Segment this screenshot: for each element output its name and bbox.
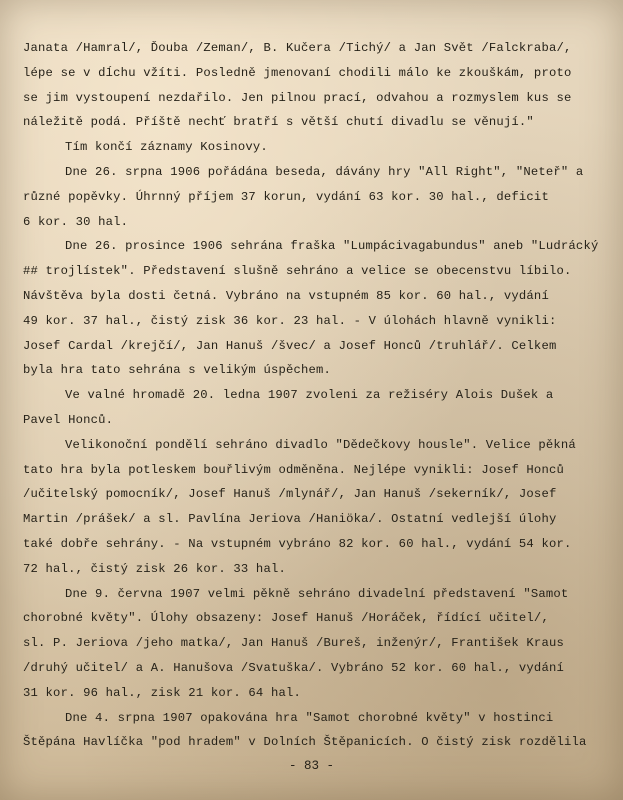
typewritten-text [23, 36, 613, 755]
text-line: 31 kor. 96 hal., zisk 21 kor. 64 hal. [23, 685, 302, 700]
text-line: Velikonoční pondělí sehráno divadlo "Dědečkovy housle". Velice pěkná [65, 437, 576, 452]
text-line: 72 hal., čistý zisk 26 kor. 33 hal. [23, 561, 286, 576]
text-line: Návštěva byla dosti četná. Vybráno na vstupném 85 kor. 60 hal., vydání [23, 288, 549, 303]
text-line: byla hra tato sehrána s velikým úspěchem. [23, 363, 332, 378]
text-line: se jim vystoupení nezdařilo. Jen pilnou prací, odvahou a rozmyslem kus se [23, 90, 572, 105]
text-line: /učitelský pomocník/, Josef Hanuš /mlynář/, Jan Hanuš /sekerník/, Josef [23, 487, 557, 502]
text-line: Josef Cardal /krejčí/, Jan Hanuš /švec/ a Josef Honců /truhlář/. Celkem [23, 338, 557, 353]
text-line: také dobře sehrány. - Na vstupném vybráno 82 kor. 60 hal., vydání 54 kor. [23, 536, 572, 551]
text-line: sl. P. Jeriova /jeho matka/, Jan Hanuš /Bureš, inženýr/, František Kraus [23, 636, 564, 651]
text-line: 6 kor. 30 hal. [23, 214, 129, 229]
text-line: tato hra byla potleskem bouřlivým odměněna. Nejlépe vynikli: Josef Honců [23, 462, 564, 477]
text-line: Martin /prášek/ a sl. Pavlína Jeriova /Haniöka/. Ostatní vedlejší úlohy [23, 512, 557, 527]
text-line: různé popěvky. Úhrnný příjem 37 korun, vydání 63 kor. 30 hal., deficit [23, 189, 549, 204]
text-line: Ve valné hromadě 20. ledna 1907 zvoleni za režiséry Alois Dušek a [65, 388, 554, 403]
text-line: Dne 9. června 1907 velmi pěkně sehráno divadelní představení "Samot [65, 586, 569, 601]
text-line: náležitě podá. Příště nechť bratří s větší chutí divadlu se věnují." [23, 115, 534, 130]
text-line: Štěpána Havlíčka "pod hradem" v Dolních Štěpanicích. O čistý zisk rozdělila [23, 735, 587, 750]
page-number: - 83 - [288, 759, 334, 773]
text-line: /druhý učitel/ a A. Hanušova /Svatuška/. Vybráno 52 kor. 60 hal., vydání [23, 660, 564, 675]
text-line: Pavel Honců. [23, 412, 114, 427]
text-line: 49 kor. 37 hal., čistý zisk 36 kor. 23 hal. - V úlohách hlavně vynikli: [23, 313, 557, 328]
text-line: Janata /Hamral/, Ďouba /Zeman/, B. Kučera /Tichý/ a Jan Svět /Falckraba/, [23, 41, 572, 55]
text-line: ## trojlístek". Představení slušně sehráno a velice se obecenstvu líbilo. [23, 264, 572, 279]
text-line: lépe se v dĺchu vžíti. Posledně jmenovaní chodili málo ke zkouškám, proto [23, 65, 572, 80]
text-line: Dne 4. srpna 1907 opakována hra "Samot chorobné květy" v hostinci [65, 710, 554, 725]
text-line: Dne 26. srpna 1906 pořádána beseda, dávány hry "All Right", "Neteř" a [65, 164, 584, 179]
text-line: Dne 26. prosince 1906 sehrána fraška "Lumpácivagabundus" aneb "Ludrácký [65, 239, 599, 254]
text-line: Tím končí záznamy Kosinovy. [65, 140, 268, 155]
text-line: chorobné květy". Úlohy obsazeny: Josef Hanuš /Horáček, řídící učitel/, [23, 611, 549, 626]
